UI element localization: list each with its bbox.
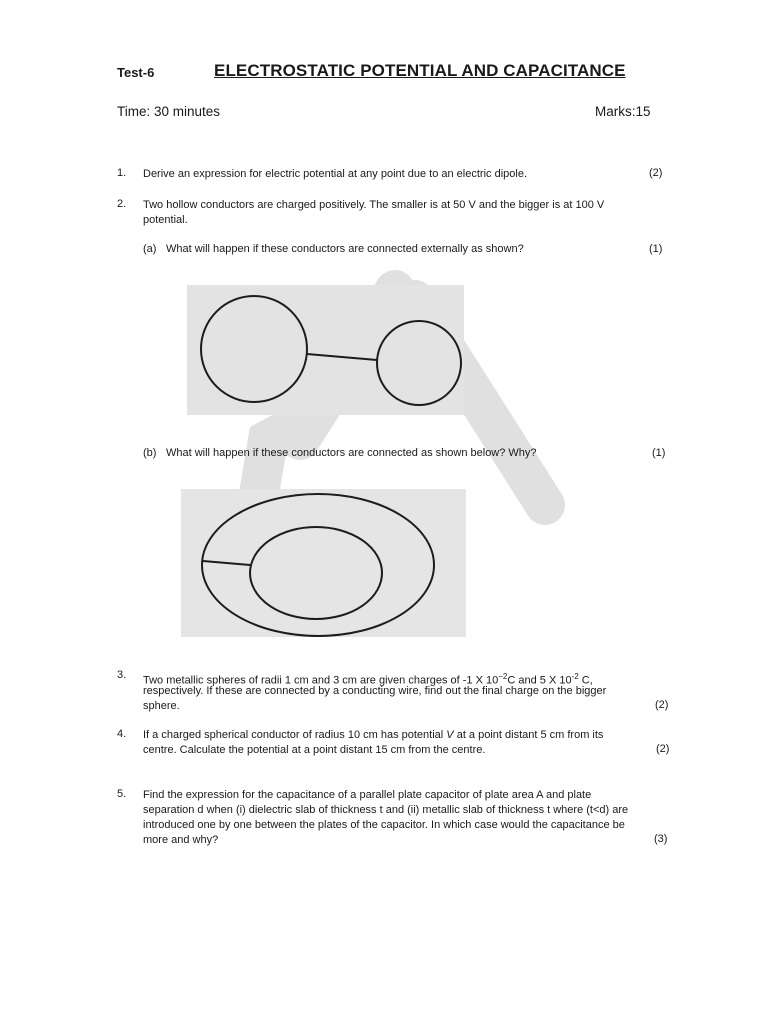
figure-external-connection — [187, 285, 464, 415]
time-limit: Time: 30 minutes — [117, 104, 221, 119]
q3-number: 3. — [117, 669, 127, 681]
q2b-text: What will happen if these conductors are connected as shown below? Why? — [166, 447, 537, 459]
q2-line2: potential. — [143, 214, 188, 226]
figure-internal-connection — [181, 489, 466, 637]
test-label: Test-6 — [117, 65, 155, 80]
q3-line3: sphere. — [143, 700, 180, 712]
q3-marks: (2) — [655, 699, 669, 711]
q3-line2: respectively. If these are connected by a conducting wire, find out the final charge on the bigger — [143, 685, 607, 697]
q5-line1: Find the expression for the capacitance of a parallel plate capacitor of plate area A and plate — [143, 789, 592, 801]
q2a-label: (a) — [143, 243, 157, 255]
q2b-label: (b) — [143, 447, 157, 459]
q5-number: 5. — [117, 788, 127, 800]
q2-line1: Two hollow conductors are charged positively. The smaller is at 50 V and the bigger is at 100 V — [143, 199, 605, 211]
q5-line2: separation d when (i) dielectric slab of thickness t and (ii) metallic slab of thickness t where (t<d) are — [143, 804, 629, 816]
q1-number: 1. — [117, 167, 127, 179]
page-title: ELECTROSTATIC POTENTIAL AND CAPACITANCE — [214, 61, 626, 80]
q3-line1: Two metallic spheres of radii 1 cm and 3 cm are given charges of -1 X $10^{-2}C$ and 5 X $10^{-2}$ C, — [143, 672, 593, 687]
q4-line2: centre. Calculate the potential at a point distant 15 cm from the centre. — [143, 744, 486, 756]
q1-marks: (2) — [649, 167, 663, 179]
q5-line4: more and why? — [143, 834, 219, 846]
total-marks: Marks:15 — [595, 104, 651, 119]
q2a-text: What will happen if these conductors are connected externally as shown? — [166, 243, 524, 255]
q2b-marks: (1) — [652, 447, 666, 459]
q4-line1: If a charged spherical conductor of radius 10 cm has potential V at a point distant 5 cm from its — [143, 729, 604, 741]
q4-marks: (2) — [656, 743, 670, 755]
q2-number: 2. — [117, 198, 127, 210]
q2a-marks: (1) — [649, 243, 663, 255]
q4-number: 4. — [117, 728, 127, 740]
q5-marks: (3) — [654, 833, 668, 845]
q5-line3: introduced one by one between the plates of the capacitor. In which case would the capacitance be — [143, 819, 625, 831]
q1-text: Derive an expression for electric potential at any point due to an electric dipole. — [143, 168, 527, 180]
